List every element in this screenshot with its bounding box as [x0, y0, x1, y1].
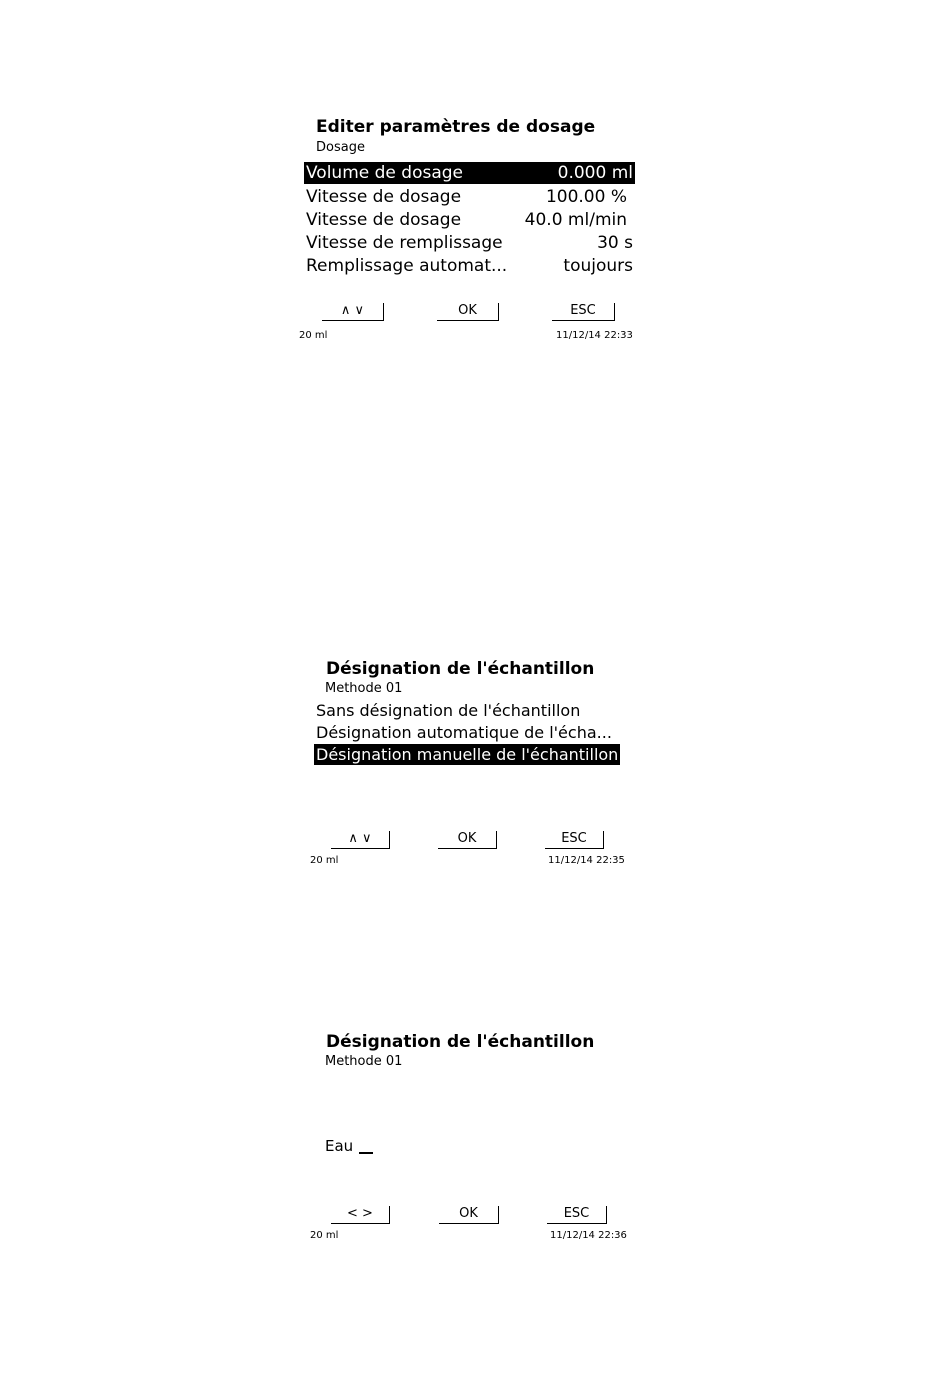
sample-name-value: Eau — [325, 1137, 354, 1155]
screen-title: Désignation de l'échantillon — [326, 1032, 595, 1052]
option-auto-designation[interactable]: Désignation automatique de l'écha... — [316, 723, 612, 742]
option-no-designation[interactable]: Sans désignation de l'échantillon — [316, 701, 581, 720]
esc-button[interactable]: ESC — [545, 831, 604, 849]
datetime-status: 11/12/14 22:36 — [550, 1230, 627, 1241]
text-cursor — [359, 1152, 373, 1154]
param-value: toujours — [563, 256, 633, 276]
burette-volume-status: 20 ml — [310, 855, 339, 866]
param-label: Vitesse de remplissage — [306, 233, 503, 253]
param-row-auto-fill[interactable] — [304, 255, 635, 277]
param-row-dosing-speed-rate[interactable] — [304, 209, 635, 231]
param-value: 100.00 % — [545, 187, 627, 207]
param-label: Remplissage automat... — [306, 256, 508, 276]
screen-subtitle: Methode 01 — [325, 681, 403, 696]
sample-name-input[interactable] — [325, 1137, 373, 1155]
param-value: 0.000 ml — [557, 163, 633, 183]
burette-volume-status: 20 ml — [299, 330, 328, 341]
param-label: Vitesse de dosage — [306, 210, 462, 230]
param-row-filling-speed[interactable] — [304, 232, 635, 254]
datetime-status: 11/12/14 22:33 — [556, 330, 633, 341]
ok-button[interactable]: OK — [439, 1206, 499, 1224]
screen-subtitle: Dosage — [316, 140, 365, 155]
screen-title: Désignation de l'échantillon — [326, 659, 595, 679]
screen-title: Editer paramètres de dosage — [316, 117, 596, 137]
nav-up-down-button[interactable]: ∧ ∨ — [322, 303, 384, 321]
esc-button[interactable]: ESC — [547, 1206, 607, 1224]
param-row-dosing-speed-percent[interactable] — [304, 186, 635, 208]
param-label: Vitesse de dosage — [306, 187, 462, 207]
param-value: 40.0 ml/min — [524, 210, 627, 230]
nav-up-down-button[interactable]: ∧ ∨ — [331, 831, 390, 849]
esc-button[interactable]: ESC — [552, 303, 615, 321]
param-value: 30 s — [597, 233, 633, 253]
option-manual-designation[interactable]: Désignation manuelle de l'échantillon — [316, 745, 619, 764]
ok-button[interactable]: OK — [438, 831, 497, 849]
datetime-status: 11/12/14 22:35 — [548, 855, 625, 866]
param-label: Volume de dosage — [306, 163, 464, 183]
burette-volume-status: 20 ml — [310, 1230, 339, 1241]
param-row-dosing-volume[interactable] — [304, 162, 635, 184]
cursor-left-right-button[interactable]: < > — [331, 1206, 390, 1224]
screen-subtitle: Methode 01 — [325, 1054, 403, 1069]
ok-button[interactable]: OK — [437, 303, 499, 321]
